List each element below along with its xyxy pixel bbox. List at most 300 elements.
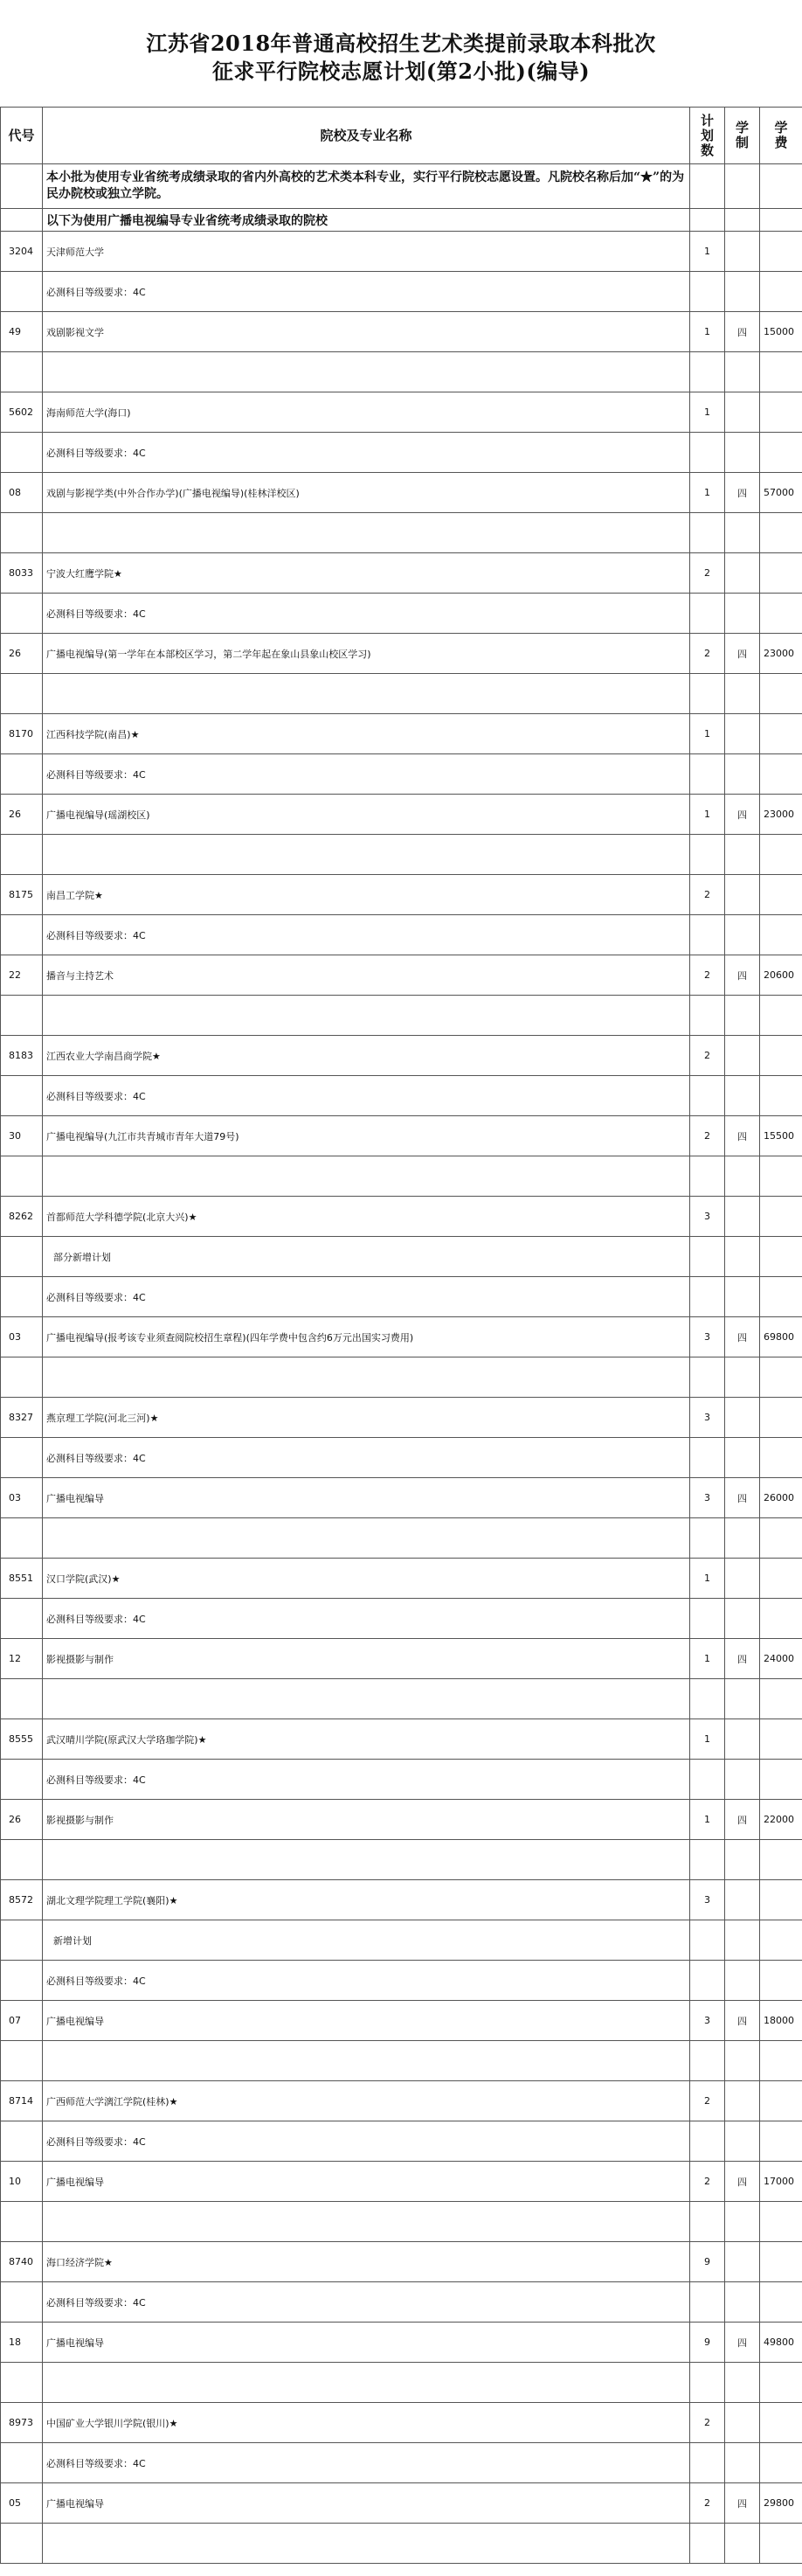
section-system-cell: [725, 209, 760, 232]
row-plan: [690, 1599, 725, 1639]
row-code: [1, 2443, 43, 2483]
row-code: 05: [1, 2483, 43, 2524]
row-name: 湖北文理学院理工学院(襄阳)★: [43, 1880, 690, 1920]
header-system-char: 学: [735, 120, 749, 135]
table-row: [1, 634, 802, 674]
row-code: [1, 1076, 43, 1116]
row-system: [725, 2443, 760, 2483]
table-row: [1, 1920, 802, 1961]
row-system: [725, 1036, 760, 1076]
row-plan: 2: [690, 955, 725, 996]
row-name: 必测科目等级要求：4C: [43, 915, 690, 955]
row-code: 8572: [1, 1880, 43, 1920]
row-fee: 26000: [760, 1478, 802, 1518]
row-system: [725, 2202, 760, 2242]
row-fee: [760, 1920, 802, 1961]
row-fee: [760, 1438, 802, 1478]
row-name: 必测科目等级要求：4C: [43, 1760, 690, 1800]
row-fee: 22000: [760, 1800, 802, 1840]
row-fee: [760, 232, 802, 272]
row-fee: [760, 392, 802, 433]
row-plan: [690, 1277, 725, 1317]
header-code: 代号: [1, 108, 43, 164]
row-code: [1, 433, 43, 473]
row-fee: 17000: [760, 2162, 802, 2202]
row-plan: 1: [690, 312, 725, 352]
row-code: 3204: [1, 232, 43, 272]
row-name: [43, 835, 690, 875]
row-system: [725, 875, 760, 915]
row-code: 8555: [1, 1719, 43, 1760]
row-system: 四: [725, 634, 760, 674]
table-row: [1, 232, 802, 272]
row-system: [725, 754, 760, 795]
row-fee: [760, 1840, 802, 1880]
row-code: [1, 915, 43, 955]
row-fee: [760, 2242, 802, 2282]
header-plan-char: 计: [700, 112, 714, 128]
table-row: [1, 1961, 802, 2001]
note-fee-cell: [760, 164, 802, 209]
row-name: 广播电视编导(报考该专业须查阅院校招生章程)(四年学费中包含约6万元出国实习费用): [43, 1317, 690, 1357]
row-system: [725, 1840, 760, 1880]
row-system: [725, 1237, 760, 1277]
row-plan: [690, 1357, 725, 1398]
row-code: [1, 2524, 43, 2564]
header-name: 院校及专业名称: [43, 108, 690, 164]
row-fee: [760, 1036, 802, 1076]
table-row: [1, 1036, 802, 1076]
row-system: [725, 272, 760, 312]
row-name: [43, 1840, 690, 1880]
row-name: [43, 2041, 690, 2081]
row-system: 四: [725, 2483, 760, 2524]
row-code: [1, 1961, 43, 2001]
row-name: 广播电视编导: [43, 2323, 690, 2363]
row-name: [43, 352, 690, 392]
row-code: 5602: [1, 392, 43, 433]
row-fee: [760, 433, 802, 473]
section-fee-cell: [760, 209, 802, 232]
row-code: [1, 1438, 43, 1478]
table-row: [1, 754, 802, 795]
header-system: [725, 108, 760, 164]
row-name: 中国矿业大学银川学院(银川)★: [43, 2403, 690, 2443]
row-code: [1, 1156, 43, 1197]
table-row: [1, 392, 802, 433]
row-system: [725, 1679, 760, 1719]
row-name: 必测科目等级要求：4C: [43, 754, 690, 795]
row-plan: [690, 1920, 725, 1961]
row-code: 26: [1, 1800, 43, 1840]
row-system: [725, 1197, 760, 1237]
row-system: [725, 2282, 760, 2323]
row-fee: [760, 1679, 802, 1719]
row-name: 必测科目等级要求：4C: [43, 2443, 690, 2483]
row-system: [725, 915, 760, 955]
row-fee: [760, 1237, 802, 1277]
table-row: [1, 1639, 802, 1679]
row-name: 首都师范大学科德学院(北京大兴)★: [43, 1197, 690, 1237]
row-fee: [760, 996, 802, 1036]
table-row: [1, 433, 802, 473]
row-fee: [760, 714, 802, 754]
row-fee: [760, 674, 802, 714]
row-name: 戏剧与影视学类(中外合作办学)(广播电视编导)(桂林洋校区): [43, 473, 690, 513]
row-plan: 1: [690, 473, 725, 513]
row-system: [725, 1277, 760, 1317]
row-plan: [690, 1961, 725, 2001]
row-system: [725, 232, 760, 272]
table-row: [1, 1277, 802, 1317]
header-plan: [690, 108, 725, 164]
row-plan: [690, 1076, 725, 1116]
table-row: [1, 1559, 802, 1599]
row-code: [1, 1679, 43, 1719]
row-system: 四: [725, 1800, 760, 1840]
row-system: [725, 1599, 760, 1639]
table-row: [1, 2121, 802, 2162]
row-plan: 1: [690, 795, 725, 835]
row-plan: [690, 1518, 725, 1559]
section-heading-row: [1, 209, 802, 232]
row-fee: [760, 2524, 802, 2564]
row-fee: [760, 1197, 802, 1237]
row-system: [725, 2041, 760, 2081]
row-system: [725, 1156, 760, 1197]
row-name: 必测科目等级要求：4C: [43, 1277, 690, 1317]
row-system: 四: [725, 312, 760, 352]
row-system: [725, 835, 760, 875]
row-fee: [760, 2403, 802, 2443]
table-row: [1, 2242, 802, 2282]
table-row: [1, 473, 802, 513]
row-code: [1, 1518, 43, 1559]
row-fee: [760, 2121, 802, 2162]
row-code: [1, 1599, 43, 1639]
row-plan: 2: [690, 553, 725, 594]
row-plan: 2: [690, 2081, 725, 2121]
row-fee: 29800: [760, 2483, 802, 2524]
row-name: [43, 674, 690, 714]
row-name: 必测科目等级要求：4C: [43, 2121, 690, 2162]
row-plan: 1: [690, 1559, 725, 1599]
row-name: [43, 2363, 690, 2403]
row-system: [725, 433, 760, 473]
row-plan: [690, 513, 725, 553]
row-code: 8714: [1, 2081, 43, 2121]
row-plan: [690, 1156, 725, 1197]
row-system: [725, 1880, 760, 1920]
table-row: [1, 1156, 802, 1197]
row-name: 江西农业大学南昌商学院★: [43, 1036, 690, 1076]
row-name: 戏剧影视文学: [43, 312, 690, 352]
row-code: 10: [1, 2162, 43, 2202]
note-row: [1, 164, 802, 209]
row-code: 8740: [1, 2242, 43, 2282]
row-code: [1, 2041, 43, 2081]
table-row: [1, 2363, 802, 2403]
row-name: 广西师范大学漓江学院(桂林)★: [43, 2081, 690, 2121]
table-row: [1, 1840, 802, 1880]
table-row: [1, 1116, 802, 1156]
table-row: [1, 714, 802, 754]
row-name: [43, 1679, 690, 1719]
row-name: 广播电视编导: [43, 2483, 690, 2524]
header-system-char: 制: [735, 135, 749, 150]
row-fee: 20600: [760, 955, 802, 996]
row-code: 22: [1, 955, 43, 996]
table-row: [1, 1197, 802, 1237]
table-row: [1, 2282, 802, 2323]
table-row: [1, 2443, 802, 2483]
row-name: [43, 1156, 690, 1197]
row-fee: 15000: [760, 312, 802, 352]
row-plan: 1: [690, 392, 725, 433]
row-name: [43, 2524, 690, 2564]
row-system: [725, 1076, 760, 1116]
table-row: [1, 2403, 802, 2443]
row-system: [725, 594, 760, 634]
row-plan: 1: [690, 1719, 725, 1760]
row-system: [725, 1398, 760, 1438]
row-system: [725, 2403, 760, 2443]
row-plan: [690, 594, 725, 634]
table-row: [1, 594, 802, 634]
table-row: [1, 2001, 802, 2041]
row-system: [725, 1559, 760, 1599]
row-system: [725, 392, 760, 433]
row-system: 四: [725, 795, 760, 835]
row-code: [1, 2202, 43, 2242]
row-plan: 2: [690, 2483, 725, 2524]
row-system: [725, 2121, 760, 2162]
table-row: [1, 875, 802, 915]
row-plan: [690, 1760, 725, 1800]
table-row: [1, 996, 802, 1036]
row-code: 08: [1, 473, 43, 513]
table-row: [1, 1478, 802, 1518]
row-system: [725, 714, 760, 754]
row-code: [1, 1840, 43, 1880]
row-fee: 23000: [760, 795, 802, 835]
row-name: 必测科目等级要求：4C: [43, 433, 690, 473]
note-plan-cell: [690, 164, 725, 209]
row-code: 8183: [1, 1036, 43, 1076]
row-code: 03: [1, 1317, 43, 1357]
row-fee: 15500: [760, 1116, 802, 1156]
row-code: 8262: [1, 1197, 43, 1237]
row-name: 影视摄影与制作: [43, 1639, 690, 1679]
row-fee: [760, 2282, 802, 2323]
row-code: 8551: [1, 1559, 43, 1599]
row-fee: [760, 1559, 802, 1599]
row-name: 燕京理工学院(河北三河)★: [43, 1398, 690, 1438]
table-row: [1, 674, 802, 714]
row-code: 26: [1, 634, 43, 674]
row-system: [725, 1920, 760, 1961]
row-plan: [690, 2524, 725, 2564]
table-row: [1, 2524, 802, 2564]
row-fee: [760, 1599, 802, 1639]
row-plan: [690, 915, 725, 955]
row-plan: 9: [690, 2323, 725, 2363]
row-code: 07: [1, 2001, 43, 2041]
row-name: 海口经济学院★: [43, 2242, 690, 2282]
row-plan: [690, 2282, 725, 2323]
row-plan: 2: [690, 634, 725, 674]
table-row: [1, 955, 802, 996]
row-code: 8175: [1, 875, 43, 915]
row-name: 广播电视编导: [43, 2001, 690, 2041]
row-name: 必测科目等级要求：4C: [43, 2282, 690, 2323]
row-fee: [760, 2202, 802, 2242]
row-system: [725, 674, 760, 714]
document-title: [0, 0, 802, 86]
row-code: 8033: [1, 553, 43, 594]
row-system: [725, 352, 760, 392]
row-system: 四: [725, 955, 760, 996]
table-row: [1, 1438, 802, 1478]
row-name: 广播电视编导(第一学年在本部校区学习，第二学年起在象山县象山校区学习): [43, 634, 690, 674]
row-plan: 1: [690, 1639, 725, 1679]
row-fee: [760, 272, 802, 312]
table-row: [1, 1518, 802, 1559]
row-plan: 3: [690, 2001, 725, 2041]
row-fee: [760, 1277, 802, 1317]
row-code: [1, 594, 43, 634]
row-name: 必测科目等级要求：4C: [43, 272, 690, 312]
row-fee: 49800: [760, 2323, 802, 2363]
row-code: 30: [1, 1116, 43, 1156]
title-line-1: 江苏省2018年普通高校招生艺术类提前录取本科批次: [146, 31, 656, 56]
row-system: [725, 2524, 760, 2564]
row-code: 8170: [1, 714, 43, 754]
row-code: 18: [1, 2323, 43, 2363]
row-name: 海南师范大学(海口): [43, 392, 690, 433]
row-name: 广播电视编导(瑶湖校区): [43, 795, 690, 835]
row-plan: [690, 1679, 725, 1719]
row-system: 四: [725, 473, 760, 513]
table-row: [1, 2041, 802, 2081]
row-name: 宁波大红鹰学院★: [43, 553, 690, 594]
row-code: [1, 1357, 43, 1398]
header-plan-char: 划: [700, 127, 714, 143]
row-fee: [760, 1076, 802, 1116]
row-name: 部分新增计划: [43, 1237, 690, 1277]
row-fee: [760, 1961, 802, 2001]
row-code: 8327: [1, 1398, 43, 1438]
row-fee: [760, 915, 802, 955]
row-plan: [690, 835, 725, 875]
row-plan: [690, 1840, 725, 1880]
row-system: [725, 2242, 760, 2282]
row-code: [1, 1237, 43, 1277]
row-fee: [760, 553, 802, 594]
row-system: 四: [725, 2001, 760, 2041]
row-system: 四: [725, 1317, 760, 1357]
row-plan: [690, 996, 725, 1036]
row-system: 四: [725, 2323, 760, 2363]
row-code: [1, 2282, 43, 2323]
note-code-cell: [1, 164, 43, 209]
row-system: [725, 513, 760, 553]
row-plan: 2: [690, 2403, 725, 2443]
row-fee: [760, 1357, 802, 1398]
plan-table: [0, 107, 802, 2564]
row-system: [725, 1760, 760, 1800]
table-row: [1, 2323, 802, 2363]
row-fee: [760, 513, 802, 553]
row-plan: 3: [690, 1478, 725, 1518]
row-system: [725, 1961, 760, 2001]
row-name: 必测科目等级要求：4C: [43, 1438, 690, 1478]
table-row: [1, 1076, 802, 1116]
row-fee: [760, 1518, 802, 1559]
table-row: [1, 1880, 802, 1920]
row-plan: [690, 754, 725, 795]
table-row: [1, 1237, 802, 1277]
row-fee: [760, 2443, 802, 2483]
row-system: [725, 1518, 760, 1559]
row-name: 江西科技学院(南昌)★: [43, 714, 690, 754]
row-plan: [690, 674, 725, 714]
row-system: 四: [725, 1639, 760, 1679]
header-fee-char: 费: [774, 135, 788, 150]
row-name: 广播电视编导(九江市共青城市青年大道79号): [43, 1116, 690, 1156]
row-name: 汉口学院(武汉)★: [43, 1559, 690, 1599]
row-name: [43, 513, 690, 553]
row-name: 播音与主持艺术: [43, 955, 690, 996]
table-row: [1, 553, 802, 594]
row-plan: [690, 2363, 725, 2403]
row-code: [1, 1760, 43, 1800]
row-plan: [690, 272, 725, 312]
title-line-2: 征求平行院校志愿计划(第2小批)(编导): [211, 59, 591, 84]
table-row: [1, 2202, 802, 2242]
row-name: 必测科目等级要求：4C: [43, 1961, 690, 2001]
header-plan-char: 数: [700, 142, 714, 158]
row-plan: 2: [690, 1116, 725, 1156]
row-plan: 3: [690, 1398, 725, 1438]
row-plan: [690, 1438, 725, 1478]
row-name: [43, 1357, 690, 1398]
row-plan: [690, 2202, 725, 2242]
row-plan: 2: [690, 875, 725, 915]
table-row: [1, 1317, 802, 1357]
row-fee: [760, 1760, 802, 1800]
table-row: [1, 795, 802, 835]
row-fee: 57000: [760, 473, 802, 513]
row-system: [725, 1357, 760, 1398]
row-fee: [760, 1880, 802, 1920]
row-system: 四: [725, 2162, 760, 2202]
header-fee-char: 学: [774, 120, 788, 135]
row-system: 四: [725, 1478, 760, 1518]
row-plan: [690, 2121, 725, 2162]
row-name: [43, 996, 690, 1036]
row-code: [1, 352, 43, 392]
row-name: 新增计划: [43, 1920, 690, 1961]
row-code: [1, 513, 43, 553]
table-row: [1, 352, 802, 392]
section-plan-cell: [690, 209, 725, 232]
row-fee: 18000: [760, 2001, 802, 2041]
row-name: 广播电视编导: [43, 1478, 690, 1518]
table-row: [1, 1719, 802, 1760]
header-fee: [760, 108, 802, 164]
row-plan: [690, 352, 725, 392]
